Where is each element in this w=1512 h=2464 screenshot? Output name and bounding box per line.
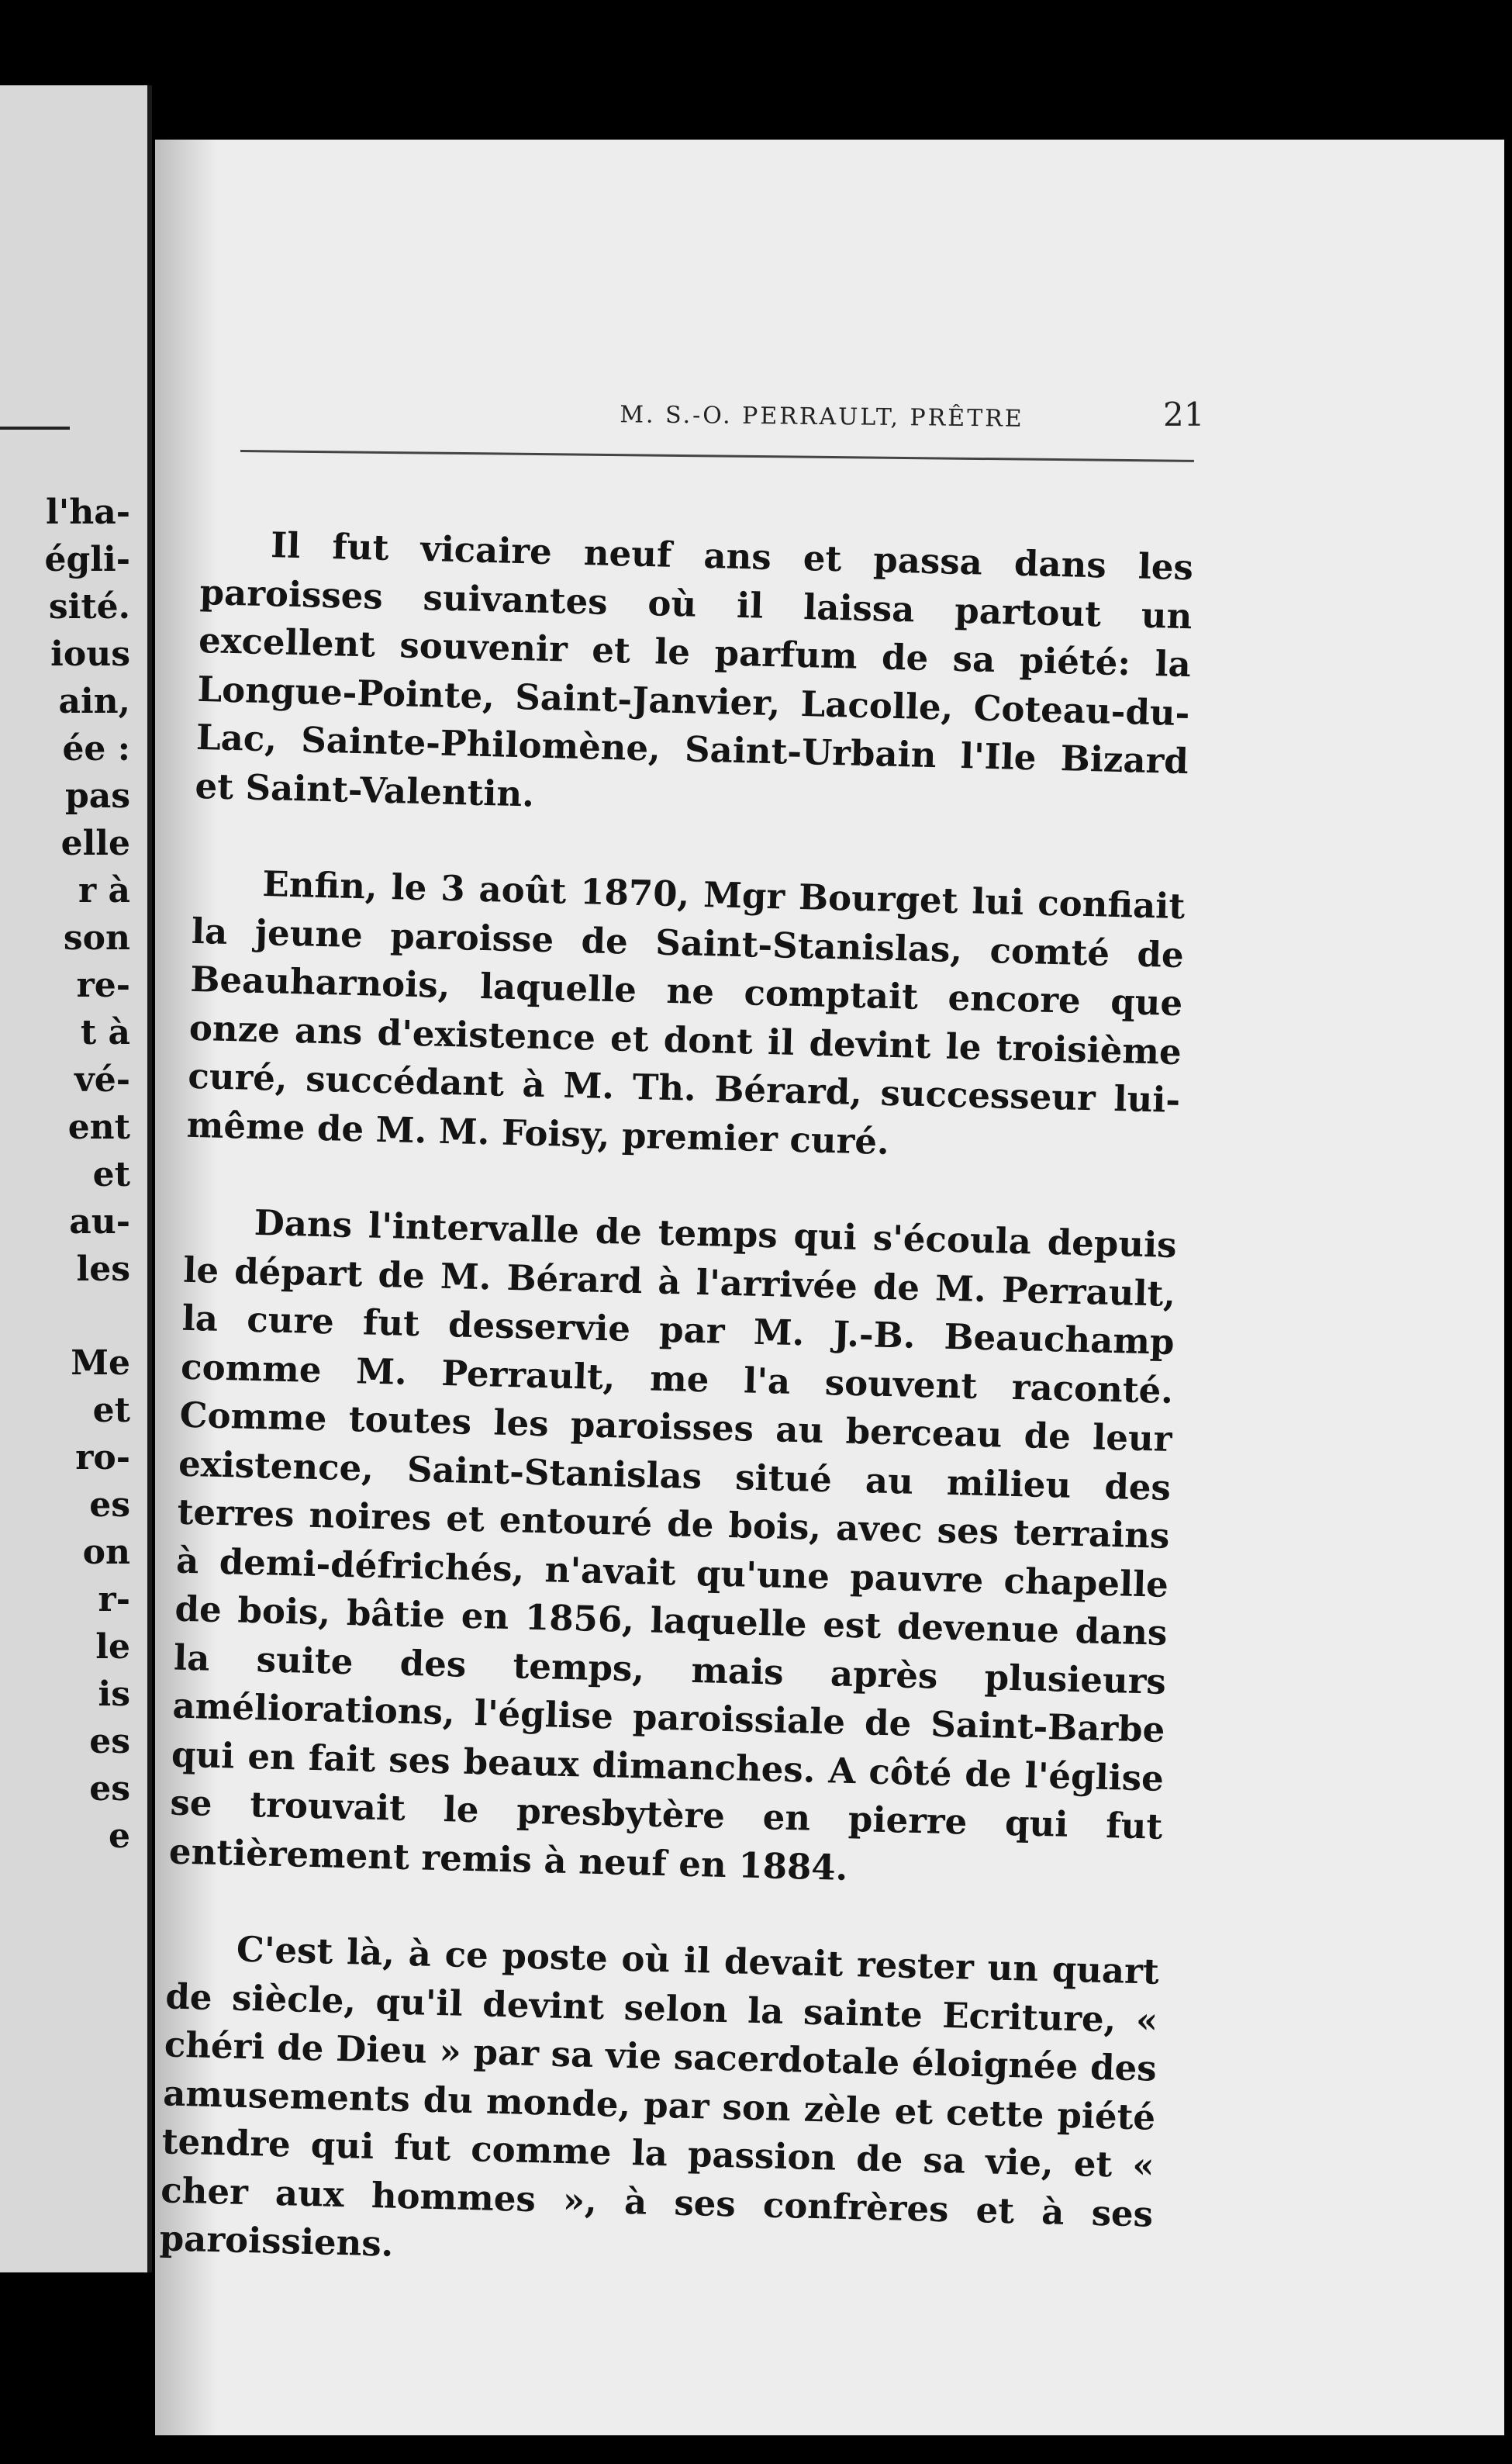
book-page bbox=[155, 140, 1504, 2435]
left-line: ious bbox=[50, 634, 130, 674]
paragraph: Il fut vicaire neuf ans et passa dans les paroisses suivantes où il laissa partout un excellent souvenir et le parfum de sa piété: la Longue-Pointe, Saint-Janvier, Lacolle, Coteau-du-Lac, Sainte-Philomène, Saint-Urbain l'Ile Bizard et Saint-Valentin. bbox=[194, 524, 1194, 815]
left-line: r- bbox=[98, 1580, 130, 1619]
left-page-text bbox=[45, 489, 130, 1860]
left-line: on bbox=[82, 1533, 130, 1572]
left-line: es bbox=[89, 1722, 130, 1761]
left-line: r à bbox=[78, 871, 130, 911]
left-page-rule bbox=[0, 427, 70, 430]
left-line: le bbox=[95, 1627, 130, 1667]
header-rule bbox=[240, 450, 1194, 462]
left-line: is bbox=[98, 1674, 130, 1714]
left-line: t à bbox=[80, 1013, 130, 1052]
left-line: ée : bbox=[62, 729, 130, 769]
left-line: l'ha- bbox=[46, 492, 130, 532]
left-line: son bbox=[63, 918, 130, 958]
left-line: égli- bbox=[44, 540, 130, 579]
left-line: et bbox=[92, 1155, 130, 1194]
body-text bbox=[159, 520, 1194, 2287]
left-line: vé- bbox=[74, 1060, 130, 1100]
left-line: au- bbox=[69, 1202, 130, 1242]
left-line: pas bbox=[64, 776, 130, 816]
left-line: Me bbox=[71, 1343, 130, 1383]
left-line: es bbox=[89, 1485, 130, 1525]
left-line: les bbox=[76, 1249, 130, 1289]
left-line: et bbox=[92, 1391, 130, 1430]
left-line: ain, bbox=[58, 682, 130, 721]
left-line: re- bbox=[76, 966, 130, 1005]
paragraph: C'est là, à ce poste où il devait rester un quart de siècle, qu'il devint selon la sainte Ecriture, « chéri de Dieu » par sa vie sacerdotale éloignée des amusements du monde, par son zèle et cette piété tendre qui fut comme la passion de sa vie, et « cher aux hommes », à ses confrères et à ses paroissiens. bbox=[159, 1928, 1160, 2265]
left-line: ro- bbox=[75, 1438, 130, 1477]
left-line: e bbox=[109, 1816, 130, 1856]
left-line: es bbox=[89, 1769, 130, 1809]
left-page-fragment bbox=[0, 85, 152, 2272]
left-line-gap bbox=[45, 1293, 130, 1339]
left-line: elle bbox=[60, 824, 130, 863]
page-number: 21 bbox=[1163, 396, 1205, 434]
paragraph: Dans l'intervalle de temps qui s'écoula depuis le départ de M. Bérard à l'arrivée de M. Perrault, la cure fut desservie par M. J.-B. Beauchamp comme M. Perrault, me l'a souvent raconté. Comme toutes les paroisses au berceau de leur existence, Saint-Stanislas situé au milieu des terres noires et entouré de bois, avec ses terrains à demi-défrichés, n'avait qu'une pauvre chapelle de bois, bâtie en 1856, laquelle est devenue dans la suite des temps, mais après plusieurs améliorations, l'église paroissiale de Saint-Barbe qui en fait ses beaux dimanches. A côté de l'église se trouvait le presbytère en pierre qui fut entièrement remis à neuf en 1884. bbox=[168, 1201, 1178, 1889]
running-head: M. S.-O. PERRAULT, PRÊTRE bbox=[620, 401, 1024, 433]
left-line: ent bbox=[67, 1108, 130, 1147]
left-line: sité. bbox=[48, 587, 130, 627]
paragraph: Enfin, le 3 août 1870, Mgr Bourget lui confiait la jeune paroisse de Saint-Stanislas, comté de Beauharnois, laquelle ne comptait encore que onze ans d'existence et dont il devint le troisième curé, succédant à M. Th. Bérard, successeur lui-même de M. M. Foisy, premier curé. bbox=[186, 863, 1186, 1163]
